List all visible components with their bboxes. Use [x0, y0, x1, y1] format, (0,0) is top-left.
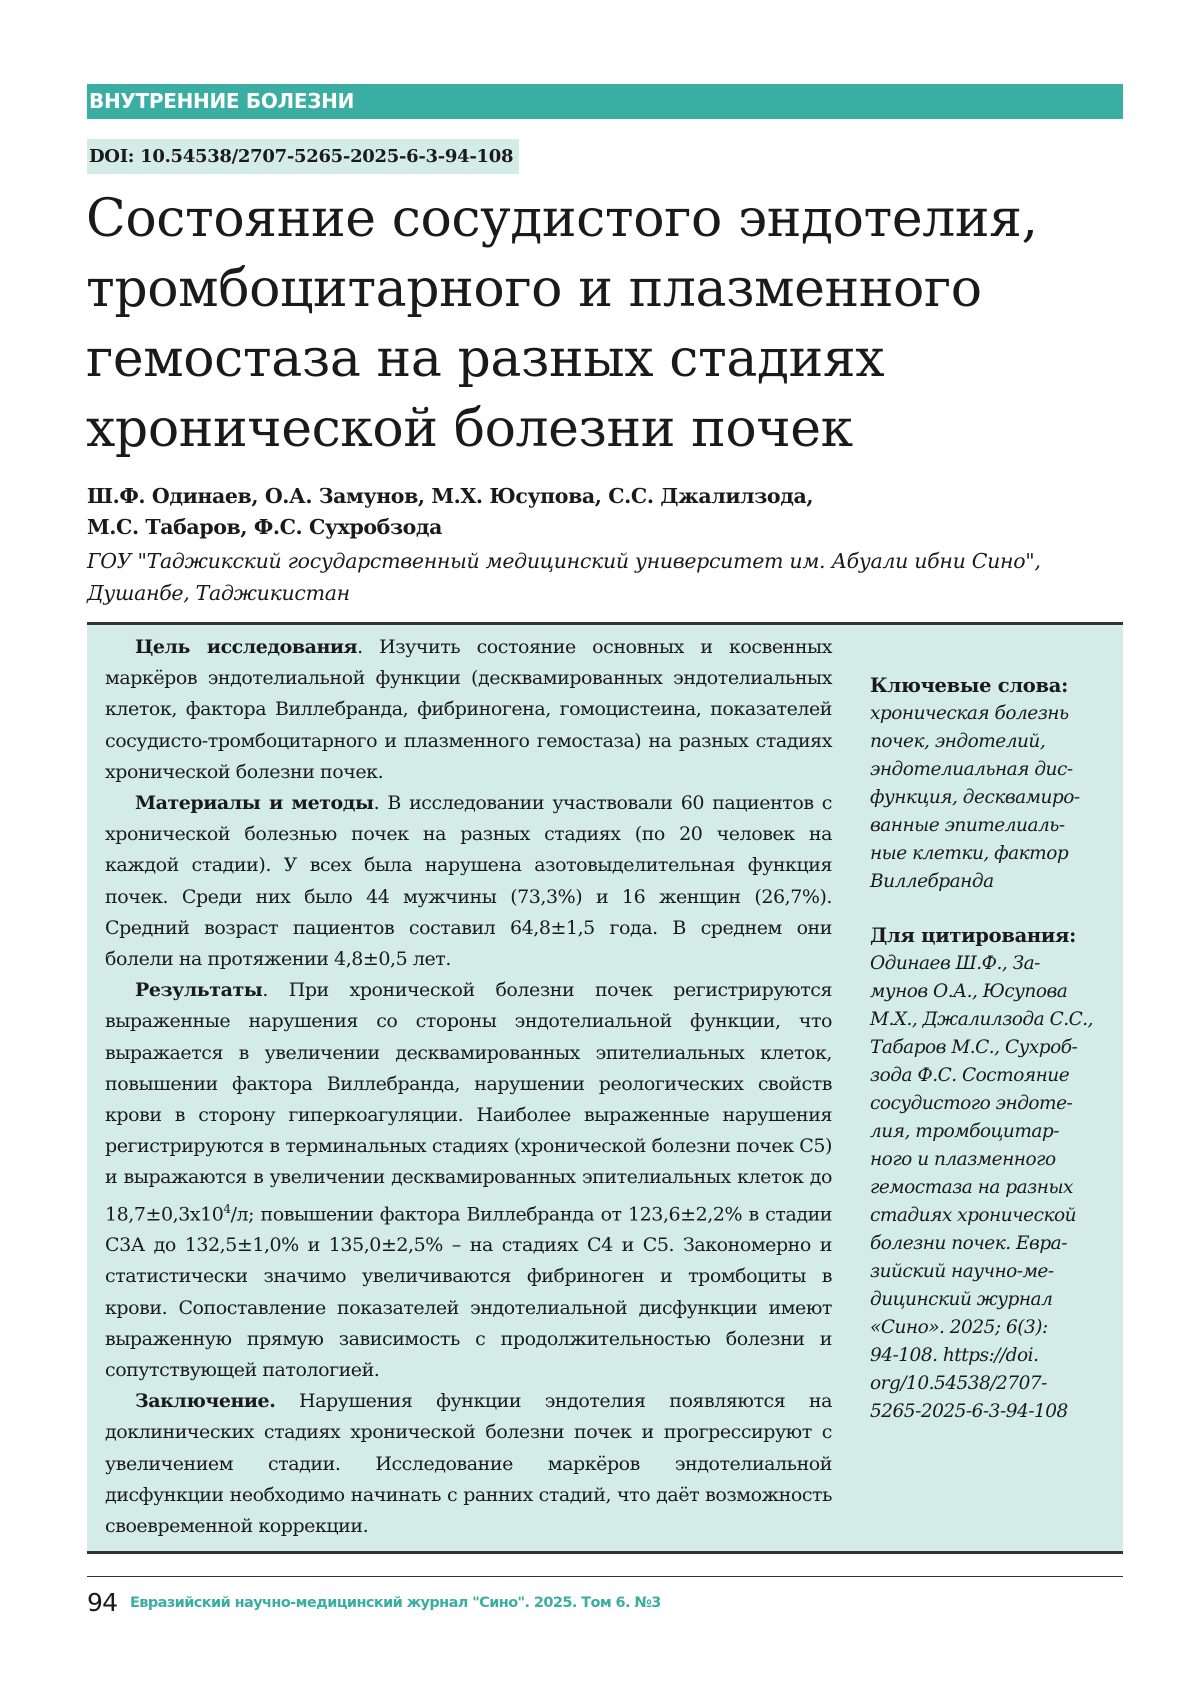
citation-line: Одинаев Ш.Ф., За-: [870, 950, 1110, 978]
citation-line: «Сино». 2025; 6(3):: [870, 1314, 1110, 1342]
citation-line: мунов О.А., Юсупова: [870, 978, 1110, 1006]
affiliation-line: Душанбе, Таджикистан: [87, 577, 1127, 609]
citation-line: 94-108. https://doi.: [870, 1342, 1110, 1370]
sidebar: [870, 672, 1110, 1426]
citation-line: ного и плазменного: [870, 1146, 1110, 1174]
abstract-text: [105, 632, 832, 1542]
title-line: Состояние сосудистого эндотелия,: [86, 184, 1126, 254]
keywords-line: ванные эпителиаль-: [870, 812, 1110, 840]
journal-footer: Евразийский научно-медицинский журнал "Сино". 2025. Том 6. №3: [130, 1586, 661, 1620]
article-title: [86, 184, 1126, 464]
doi-label[interactable]: DOI: 10.54538/2707-5265-2025-6-3-94-108: [87, 139, 519, 174]
abstract-conclusion: [105, 1386, 832, 1542]
title-line: хронической болезни почек: [86, 394, 1126, 464]
conclusion-text: Нарушения функции эндотелия появляются на доклинических стадиях хронической болезни почек и прогрессируют с увеличением стадии. Исследование маркёров эндотелиальной дисфункции необходимо начинать с ранних стадий, что даёт возможность своевременной коррекции.: [105, 1390, 832, 1537]
keywords-line: эндотелиальная дис-: [870, 756, 1110, 784]
keywords-line: почек, эндотелий,: [870, 728, 1110, 756]
section-label: ВНУТРЕННИЕ БОЛЕЗНИ: [87, 84, 1123, 119]
authors: [87, 481, 1127, 543]
citation-line: гемостаза на разных: [870, 1174, 1110, 1202]
citation-line: болезни почек. Евра-: [870, 1230, 1110, 1258]
citation-line: стадиях хронической: [870, 1202, 1110, 1230]
aim-label: Цель исследования: [135, 636, 357, 658]
citation-line: зийский научно-ме-: [870, 1258, 1110, 1286]
citation-line: Табаров М.С., Сухроб-: [870, 1034, 1110, 1062]
footer-rule: [87, 1576, 1123, 1577]
affiliation-line: ГОУ "Таджикский государственный медицинский университет им. Абуали ибни Сино",: [87, 545, 1127, 577]
citation-line: зода Ф.С. Состояние: [870, 1062, 1110, 1090]
authors-line: Ш.Ф. Одинаев, О.А. Замунов, М.Х. Юсупова, С.С. Джалилзода,: [87, 481, 1127, 512]
citation-line: М.Х., Джалилзода С.С.,: [870, 1006, 1110, 1034]
citation-line: лия, тромбоцитар-: [870, 1118, 1110, 1146]
results-text-continued: /л; повышении фактора Виллебранда от 123,6±2,2% в стадии С3А до 132,5±1,0% и 135,0±2,5% – на стадиях С4 и С5. Закономерно и статистически значимо увеличиваются фибриноген и тромбоциты в крови. Сопоставление показателей эндотелиальной дисфункции имеют выраженную прямую зависимость с продолжительностью болезни и сопутствующей патологией.: [105, 1203, 832, 1381]
citation-line: сосудистого эндоте-: [870, 1090, 1110, 1118]
abstract-results: [105, 975, 832, 1386]
abstract-aim: [105, 632, 832, 788]
abstract-methods: [105, 788, 832, 975]
citation-text: [870, 950, 1110, 1426]
keywords-line: Виллебранда: [870, 868, 1110, 896]
methods-text: . В исследовании участвовали 60 пациентов с хронической болезнью почек на разных стадиях (по 20 человек на каждой стадии). У всех была нарушена азотовыделительная функция почек. Среди них было 44 мужчины (73,3%) и 16 женщин (26,7%). Средний возраст пациентов составил 64,8±1,5 года. В среднем они болели на протяжении 4,8±0,5 лет.: [105, 792, 832, 970]
conclusion-label: Заключение.: [135, 1390, 275, 1412]
title-line: гемостаза на разных стадиях: [86, 324, 1126, 394]
keywords-line: функция, десквамиро-: [870, 784, 1110, 812]
keywords-label: Ключевые слова:: [870, 672, 1110, 700]
affiliation: [87, 545, 1127, 609]
abstract-bottom-rule: [87, 1551, 1123, 1554]
methods-label: Материалы и методы: [135, 792, 374, 814]
citation-label: Для цитирования:: [870, 922, 1110, 950]
authors-line: М.С. Табаров, Ф.С. Сухробзода: [87, 512, 1127, 543]
aim-text: . Изучить состояние основных и косвенных маркёров эндотелиальной функции (десквамированных эндотелиальных клеток, фактора Виллебранда, фибриногена, гомоцистеина, показателей сосудисто-тромбоцитарного и плазменного гемостаза) на разных стадиях хронической болезни почек.: [105, 636, 832, 783]
keywords-line: хроническая болезнь: [870, 700, 1110, 728]
citation-line: org/10.54538/2707-: [870, 1370, 1110, 1398]
keywords-list: [870, 700, 1110, 896]
keywords-line: ные клетки, фактор: [870, 840, 1110, 868]
sidebar-spacer: [870, 896, 1110, 922]
results-superscript: 4: [223, 1202, 230, 1216]
results-label: Результаты: [135, 979, 262, 1001]
citation-line: дицинский журнал: [870, 1286, 1110, 1314]
results-text: . При хронической болезни почек регистрируются выраженные нарушения со стороны эндотелиальной функции, что выражается в увеличении десквамированных эпителиальных клеток, повышении фактора Виллебранда, нарушении реологических свойств крови в сторону гиперкоагуляции. Наиболее выраженные нарушения регистрируются в терминальных стадиях (хронической болезни почек С5) и выражаются в увеличении десквамированных эпителиальных клеток до 18,7±0,3х10: [105, 979, 832, 1225]
page-number: 94: [87, 1586, 117, 1620]
citation-line: 5265-2025-6-3-94-108: [870, 1398, 1110, 1426]
title-line: тромбоцитарного и плазменного: [86, 254, 1126, 324]
